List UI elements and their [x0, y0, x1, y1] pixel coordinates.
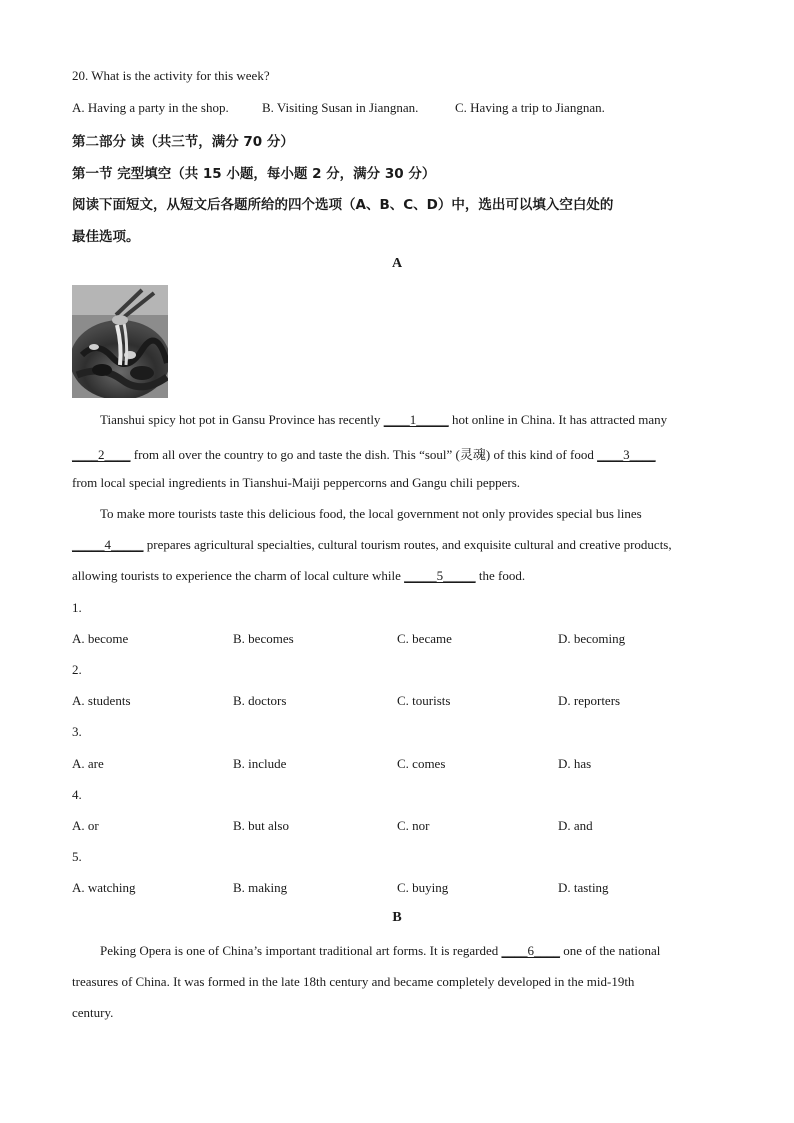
- q4-option-a: A. or: [72, 818, 99, 833]
- blank-3: ____3____: [597, 447, 656, 462]
- passage-a-p2-text-4: the food.: [475, 568, 526, 583]
- q4-option-b: B. but also: [233, 818, 289, 833]
- passage-b-line2: treasures of China. It was formed in the late 18th century and became completely developed in the mid-19th: [72, 974, 635, 989]
- passage-a-p2-line2: [72, 537, 672, 553]
- q5-option-a: A. watching: [72, 880, 136, 895]
- q4-option-c: C. nor: [397, 818, 430, 833]
- question-number: 4.: [72, 787, 82, 802]
- passage-a-p1-line2: [72, 444, 656, 463]
- passage-a-p2-line3: [72, 568, 525, 584]
- blank-4: _____4_____: [72, 537, 144, 552]
- passage-a-p1-text-3: from all over the country to go and taste the dish. This “soul” (灵魂) of this kind of food: [130, 447, 598, 462]
- blank-5: _____5_____: [404, 568, 476, 583]
- q20-option-a: A. Having a party in the shop.: [72, 100, 229, 115]
- q1-option-a: A. become: [72, 631, 129, 646]
- question-number: 3.: [72, 724, 82, 739]
- q20-option-b: B. Visiting Susan in Jiangnan.: [262, 100, 419, 115]
- instruction-line-1: 阅读下面短文，从短文后各题所给的四个选项（A、B、C、D）中，选出可以填入空白处的: [72, 197, 614, 213]
- passage-a-p1-text-1: Tianshui spicy hot pot in Gansu Province has recently: [100, 412, 384, 427]
- passage-a-p2-line1: To make more tourists taste this delicious food, the local government not only provides special bus lines: [100, 506, 642, 521]
- q2-option-d: D. reporters: [558, 693, 621, 708]
- passage-a-p2-text-3: allowing tourists to experience the charm of local culture while: [72, 568, 405, 583]
- q3-option-d: D. has: [558, 756, 592, 771]
- question-20: 20. What is the activity for this week?: [72, 68, 270, 83]
- question-number: 1.: [72, 600, 82, 615]
- q4-option-d: D. and: [558, 818, 593, 833]
- q2-option-a: A. students: [72, 693, 131, 708]
- passage-b-line3: century.: [72, 1005, 114, 1020]
- passage-b-heading: B: [392, 910, 402, 925]
- q3-option-b: B. include: [233, 756, 287, 771]
- passage-a-p2-text-2: prepares agricultural specialties, cultural tourism routes, and exquisite cultural and creative products,: [143, 537, 672, 552]
- q2-option-b: B. doctors: [233, 693, 287, 708]
- blank-2: ____2____: [72, 447, 131, 462]
- q5-option-d: D. tasting: [558, 880, 609, 895]
- passage-b-text-1: Peking Opera is one of China’s important traditional art forms. It is regarded: [100, 943, 502, 958]
- q2-option-c: C. tourists: [397, 693, 451, 708]
- q1-option-b: B. becomes: [233, 631, 294, 646]
- question-number: 5.: [72, 849, 82, 864]
- passage-a-p1-line1: [100, 412, 667, 428]
- q5-option-c: C. buying: [397, 880, 449, 895]
- part2-title: 第二部分 读（共三节，满分 70 分）: [72, 134, 294, 150]
- q5-option-b: B. making: [233, 880, 288, 895]
- passage-a-heading: A: [391, 256, 403, 271]
- q3-option-a: A. are: [72, 756, 104, 771]
- q1-option-d: D. becoming: [558, 631, 626, 646]
- q20-option-c: C. Having a trip to Jiangnan.: [455, 100, 605, 115]
- q3-option-c: C. comes: [397, 756, 446, 771]
- q1-option-c: C. became: [397, 631, 452, 646]
- blank-6: ____6____: [501, 943, 560, 958]
- passage-b-text-2: one of the national: [559, 943, 661, 958]
- hot-pot-photo: [72, 285, 168, 398]
- blank-1: ____1_____: [383, 412, 449, 427]
- passage-a-p1-line3: from local special ingredients in Tianshui-Maiji peppercorns and Gangu chili peppers.: [72, 475, 521, 490]
- question-number: 2.: [72, 662, 82, 677]
- instruction-line-2: 最佳选项。: [72, 229, 140, 245]
- passage-b-line1: [100, 943, 660, 959]
- passage-a-p1-text-2: hot online in China. It has attracted many: [448, 412, 668, 427]
- section1-title: 第一节 完型填空（共 15 小题，每小题 2 分，满分 30 分）: [72, 166, 436, 182]
